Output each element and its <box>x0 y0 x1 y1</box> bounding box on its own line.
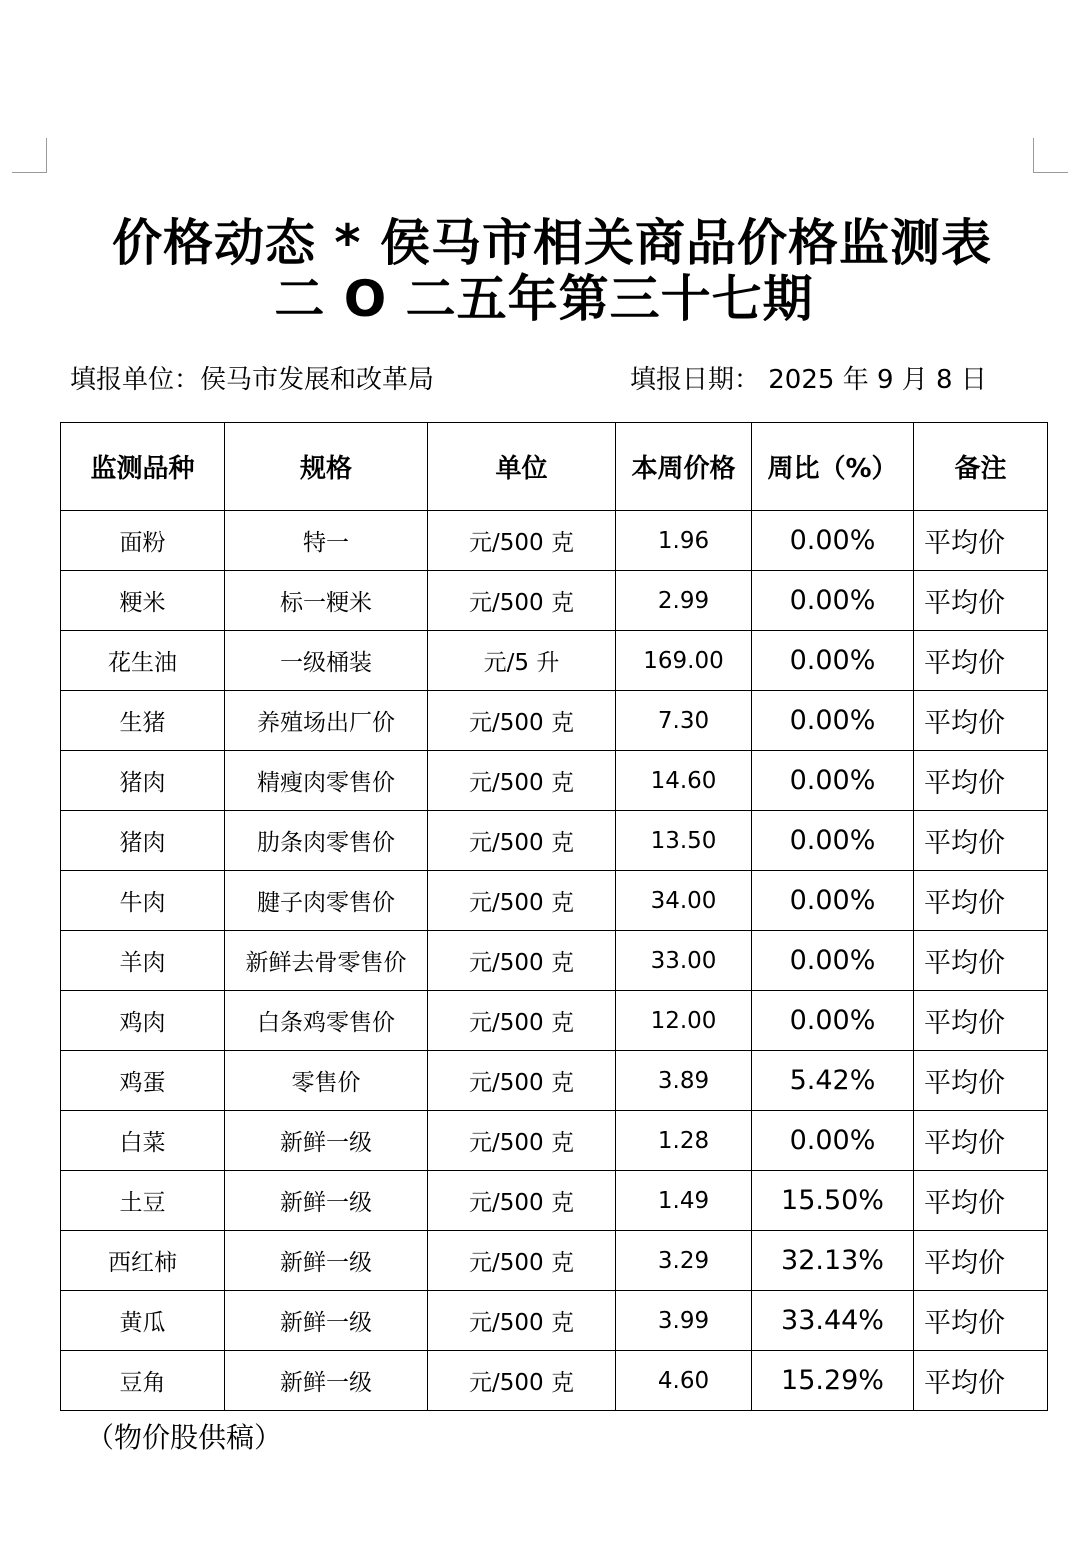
cell-spec: 腱子肉零售价 <box>225 871 428 931</box>
cell-item: 西红柿 <box>61 1231 225 1291</box>
cell-unit: 元/500 克 <box>428 511 616 571</box>
cell-note: 平均价 <box>914 691 1048 751</box>
cell-item: 花生油 <box>61 631 225 691</box>
cell-item: 粳米 <box>61 571 225 631</box>
cell-price: 3.29 <box>616 1231 752 1291</box>
table-row <box>61 1111 1048 1171</box>
cell-spec: 新鲜一级 <box>225 1351 428 1411</box>
price-monitoring-table <box>60 422 1048 1411</box>
page-corner-mark-right <box>1033 138 1068 173</box>
cell-price: 34.00 <box>616 871 752 931</box>
cell-change: 15.50% <box>752 1171 914 1231</box>
cell-unit: 元/500 克 <box>428 1231 616 1291</box>
cell-unit: 元/500 克 <box>428 991 616 1051</box>
cell-change: 33.44% <box>752 1291 914 1351</box>
cell-spec: 新鲜一级 <box>225 1231 428 1291</box>
header-unit: 单位 <box>428 423 616 511</box>
cell-unit: 元/500 克 <box>428 751 616 811</box>
cell-note: 平均价 <box>914 571 1048 631</box>
cell-price: 3.99 <box>616 1291 752 1351</box>
cell-note: 平均价 <box>914 1051 1048 1111</box>
cell-unit: 元/500 克 <box>428 871 616 931</box>
cell-unit: 元/500 克 <box>428 1171 616 1231</box>
cell-change: 0.00% <box>752 571 914 631</box>
cell-unit: 元/500 克 <box>428 691 616 751</box>
cell-change: 0.00% <box>752 751 914 811</box>
table-row <box>61 571 1048 631</box>
cell-change: 0.00% <box>752 691 914 751</box>
cell-note: 平均价 <box>914 1231 1048 1291</box>
header-spec: 规格 <box>225 423 428 511</box>
report-date: 填报日期： 2025 年 9 月 8 日 <box>630 365 987 395</box>
cell-change: 0.00% <box>752 871 914 931</box>
cell-change: 0.00% <box>752 811 914 871</box>
cell-item: 猪肉 <box>61 751 225 811</box>
cell-price: 1.49 <box>616 1171 752 1231</box>
cell-change: 5.42% <box>752 1051 914 1111</box>
cell-spec: 一级桶装 <box>225 631 428 691</box>
table-row <box>61 811 1048 871</box>
table-row <box>61 1231 1048 1291</box>
cell-spec: 新鲜一级 <box>225 1111 428 1171</box>
table-row <box>61 511 1048 571</box>
cell-item: 鸡肉 <box>61 991 225 1051</box>
table-row <box>61 1051 1048 1111</box>
cell-unit: 元/500 克 <box>428 931 616 991</box>
cell-price: 1.28 <box>616 1111 752 1171</box>
cell-change: 0.00% <box>752 631 914 691</box>
cell-unit: 元/5 升 <box>428 631 616 691</box>
document-issue: 二 O 二五年第三十七期 <box>274 270 814 328</box>
cell-price: 4.60 <box>616 1351 752 1411</box>
cell-spec: 白条鸡零售价 <box>225 991 428 1051</box>
table-row <box>61 1351 1048 1411</box>
cell-unit: 元/500 克 <box>428 811 616 871</box>
cell-price: 14.60 <box>616 751 752 811</box>
cell-item: 猪肉 <box>61 811 225 871</box>
cell-item: 牛肉 <box>61 871 225 931</box>
cell-item: 生猪 <box>61 691 225 751</box>
table-row <box>61 1291 1048 1351</box>
cell-spec: 养殖场出厂价 <box>225 691 428 751</box>
cell-unit: 元/500 克 <box>428 1351 616 1411</box>
cell-note: 平均价 <box>914 631 1048 691</box>
table-row <box>61 871 1048 931</box>
cell-item: 黄瓜 <box>61 1291 225 1351</box>
cell-item: 鸡蛋 <box>61 1051 225 1111</box>
cell-item: 白菜 <box>61 1111 225 1171</box>
cell-note: 平均价 <box>914 751 1048 811</box>
cell-change: 0.00% <box>752 931 914 991</box>
cell-price: 12.00 <box>616 991 752 1051</box>
cell-item: 面粉 <box>61 511 225 571</box>
table-row <box>61 991 1048 1051</box>
cell-note: 平均价 <box>914 991 1048 1051</box>
table-row <box>61 931 1048 991</box>
cell-note: 平均价 <box>914 1351 1048 1411</box>
cell-change: 0.00% <box>752 511 914 571</box>
cell-change: 0.00% <box>752 991 914 1051</box>
cell-price: 2.99 <box>616 571 752 631</box>
table-row <box>61 691 1048 751</box>
cell-price: 7.30 <box>616 691 752 751</box>
cell-spec: 肋条肉零售价 <box>225 811 428 871</box>
cell-unit: 元/500 克 <box>428 1291 616 1351</box>
cell-spec: 零售价 <box>225 1051 428 1111</box>
cell-change: 32.13% <box>752 1231 914 1291</box>
cell-price: 13.50 <box>616 811 752 871</box>
source-note: （物价股供稿） <box>86 1421 283 1454</box>
cell-change: 15.29% <box>752 1351 914 1411</box>
cell-price: 3.89 <box>616 1051 752 1111</box>
cell-spec: 精瘦肉零售价 <box>225 751 428 811</box>
table-row <box>61 1171 1048 1231</box>
cell-spec: 标一粳米 <box>225 571 428 631</box>
cell-unit: 元/500 克 <box>428 1111 616 1171</box>
cell-change: 0.00% <box>752 1111 914 1171</box>
cell-note: 平均价 <box>914 1111 1048 1171</box>
header-change: 周比（%） <box>752 423 914 511</box>
table-header-row <box>61 423 1048 511</box>
cell-spec: 新鲜一级 <box>225 1291 428 1351</box>
page-corner-mark-left <box>12 138 47 173</box>
cell-item: 豆角 <box>61 1351 225 1411</box>
cell-note: 平均价 <box>914 1291 1048 1351</box>
cell-price: 1.96 <box>616 511 752 571</box>
cell-unit: 元/500 克 <box>428 1051 616 1111</box>
cell-note: 平均价 <box>914 1171 1048 1231</box>
cell-unit: 元/500 克 <box>428 571 616 631</box>
cell-price: 33.00 <box>616 931 752 991</box>
cell-spec: 新鲜一级 <box>225 1171 428 1231</box>
table-row <box>61 751 1048 811</box>
report-unit: 填报单位：侯马市发展和改革局 <box>70 365 435 395</box>
cell-spec: 新鲜去骨零售价 <box>225 931 428 991</box>
cell-spec: 特一 <box>225 511 428 571</box>
cell-item: 羊肉 <box>61 931 225 991</box>
header-note: 备注 <box>914 423 1048 511</box>
cell-note: 平均价 <box>914 931 1048 991</box>
cell-note: 平均价 <box>914 511 1048 571</box>
header-item: 监测品种 <box>61 423 225 511</box>
header-price: 本周价格 <box>616 423 752 511</box>
cell-note: 平均价 <box>914 871 1048 931</box>
document-title: 价格动态 * 侯马市相关商品价格监测表 <box>112 214 992 272</box>
cell-note: 平均价 <box>914 811 1048 871</box>
cell-item: 土豆 <box>61 1171 225 1231</box>
table-row <box>61 631 1048 691</box>
cell-price: 169.00 <box>616 631 752 691</box>
